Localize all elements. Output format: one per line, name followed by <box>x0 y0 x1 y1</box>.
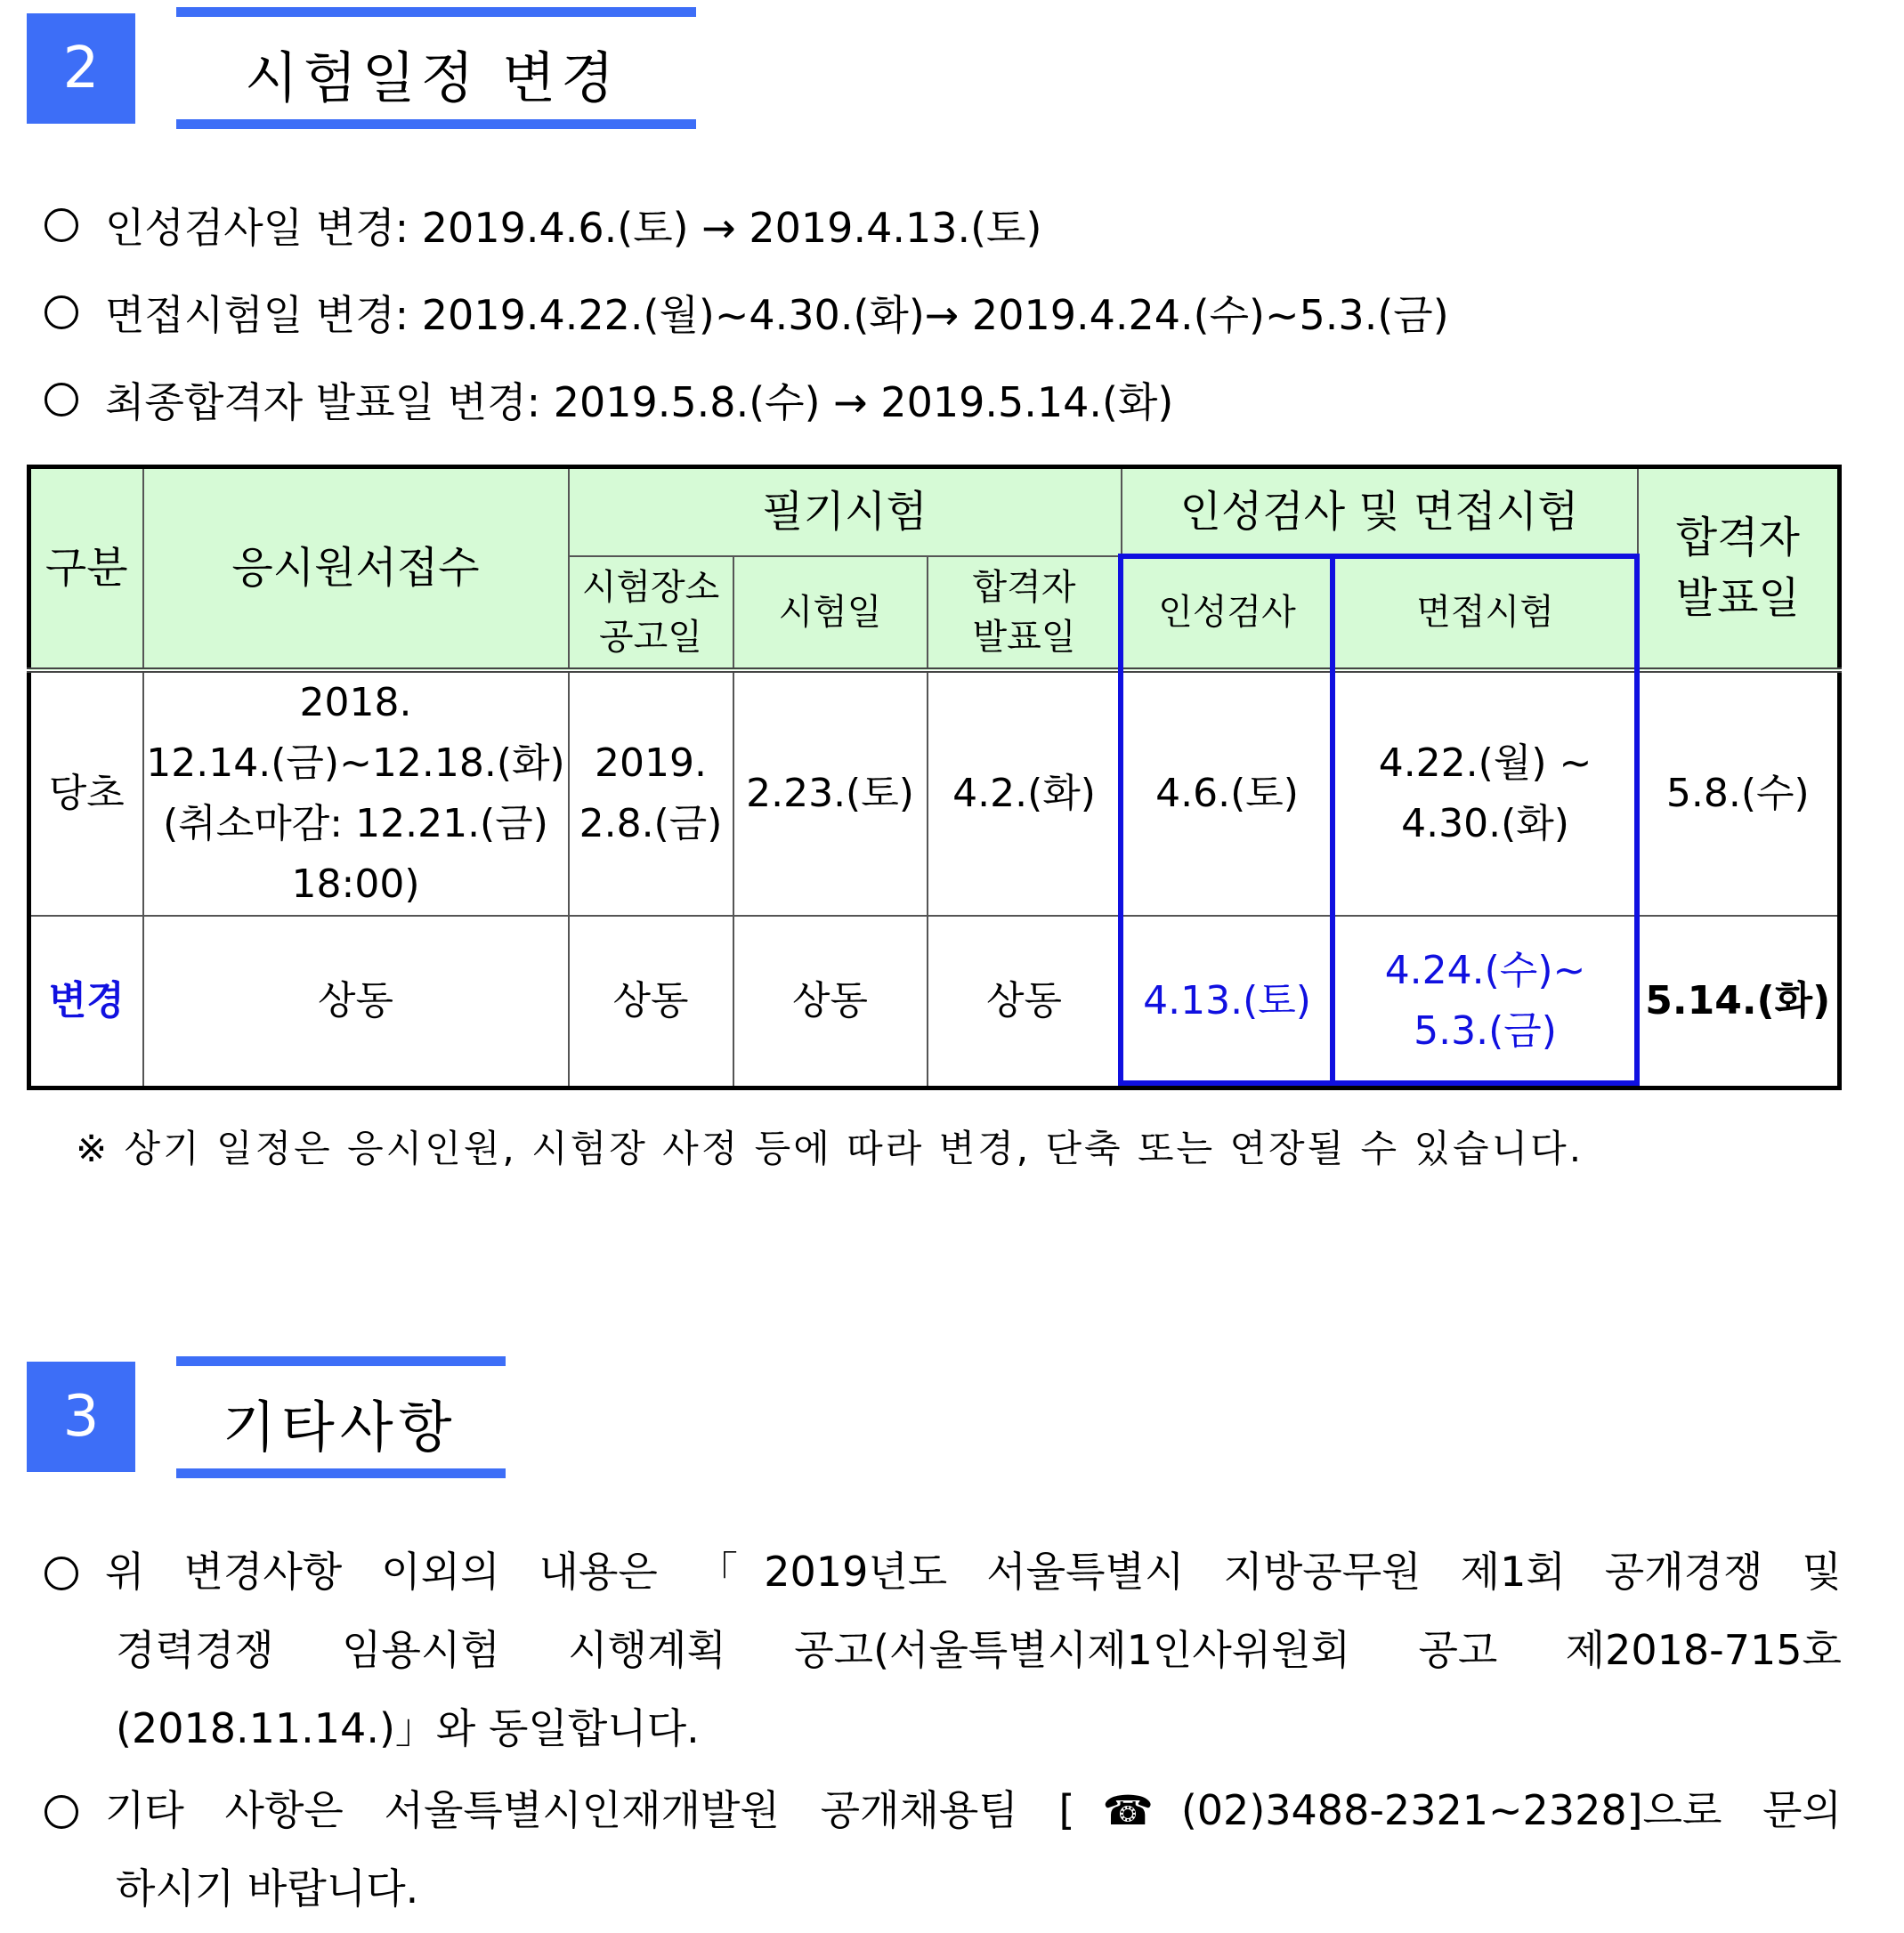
section-title-bar-bottom <box>176 119 696 129</box>
schedule-table <box>27 465 1842 1090</box>
schedule-note: ※ 상기 일정은 응시인원, 시험장 사정 등에 따라 변경, 단축 또는 연장될 수 있습니다. <box>76 1127 1584 1170</box>
cell-personality-changed: 4.13.(토) <box>1122 916 1333 1088</box>
circle-bullet-icon <box>45 383 78 417</box>
row-label-original: 당초 <box>29 670 143 916</box>
header-written-exam: 필기시험 <box>569 467 1122 556</box>
cell-exam-date-changed: 상동 <box>733 916 928 1088</box>
header-category: 구분 <box>29 467 143 670</box>
bullet-item <box>45 196 1041 255</box>
row-label-changed: 변경 <box>29 916 143 1088</box>
paragraph-item <box>45 1771 1842 1928</box>
paragraph-item <box>45 1533 1842 1767</box>
cell-interview-original: 4.22.(월) ~ 4.30.(화) <box>1333 670 1638 916</box>
bullet-text: 최종합격자 발표일 변경: 2019.5.8.(수) → 2019.5.14.(화) <box>105 378 1174 426</box>
paragraph-line <box>45 1771 1842 1849</box>
paragraph-text: 기타 사항은 서울특별시인재개발원 공개채용팀 [☎(02)3488-2321~2328]으로 문의 <box>105 1786 1842 1834</box>
circle-bullet-icon <box>45 295 78 329</box>
bullet-item <box>45 283 1449 342</box>
circle-bullet-icon <box>45 1557 78 1590</box>
cell-final-original: 5.8.(수) <box>1638 670 1840 916</box>
bullet-item <box>45 370 1173 429</box>
paragraph-text: 위 변경사항 이외의 내용은 「2019년도 서울특별시 지방공무원 제1회 공개경쟁 및 <box>105 1548 1842 1596</box>
section-number-badge: 2 <box>27 13 135 124</box>
cell-venue-notice-changed: 상동 <box>569 916 733 1088</box>
cell-interview-changed: 4.24.(수)~ 5.3.(금) <box>1333 916 1638 1088</box>
section-title-bar-top <box>176 1356 506 1366</box>
header-exam-date: 시험일 <box>733 556 928 670</box>
paragraph-line: 하시기 바랍니다. <box>116 1864 419 1913</box>
bullet-text: 인성검사일 변경: 2019.4.6.(토) → 2019.4.13.(토) <box>105 204 1042 252</box>
cell-application-original: 2018. 12.14.(금)~12.18.(화) (취소마감: 12.21.(금) 18:00) <box>143 670 569 916</box>
cell-application-changed: 상동 <box>143 916 569 1088</box>
bullet-text: 면접시험일 변경: 2019.4.22.(월)~4.30.(화)→ 2019.4.24.(수)~5.3.(금) <box>105 291 1449 339</box>
section-number-badge: 3 <box>27 1362 135 1472</box>
section-title-bar-top <box>176 7 696 17</box>
circle-bullet-icon <box>45 1795 78 1829</box>
header-final-announcement: 합격자 발표일 <box>1638 467 1840 670</box>
cell-written-result-changed: 상동 <box>928 916 1122 1088</box>
paragraph-line: 경력경쟁 임용시험 시행계획 공고(서울특별시제1인사위원회 공고 제2018-715호 <box>116 1626 1842 1674</box>
header-personality-interview: 인성검사 및 면접시험 <box>1122 467 1638 556</box>
cell-venue-notice-original: 2019. 2.8.(금) <box>569 670 733 916</box>
header-personality: 인성검사 <box>1122 556 1333 670</box>
cell-exam-date-original: 2.23.(토) <box>733 670 928 916</box>
header-venue-notice: 시험장소 공고일 <box>569 556 733 670</box>
section-title: 시험일정 변경 <box>245 45 620 110</box>
header-application: 응시원서접수 <box>143 467 569 670</box>
section-title: 기타사항 <box>223 1395 458 1460</box>
cell-final-changed: 5.14.(화) <box>1638 916 1840 1088</box>
paragraph-line: (2018.11.14.)」와 동일합니다. <box>116 1704 700 1752</box>
header-written-result: 합격자 발표일 <box>928 556 1122 670</box>
cell-written-result-original: 4.2.(화) <box>928 670 1122 916</box>
paragraph-line <box>45 1533 1842 1611</box>
circle-bullet-icon <box>45 208 78 242</box>
cell-personality-original: 4.6.(토) <box>1122 670 1333 916</box>
section-title-bar-bottom <box>176 1468 506 1478</box>
header-interview: 면접시험 <box>1333 556 1638 670</box>
